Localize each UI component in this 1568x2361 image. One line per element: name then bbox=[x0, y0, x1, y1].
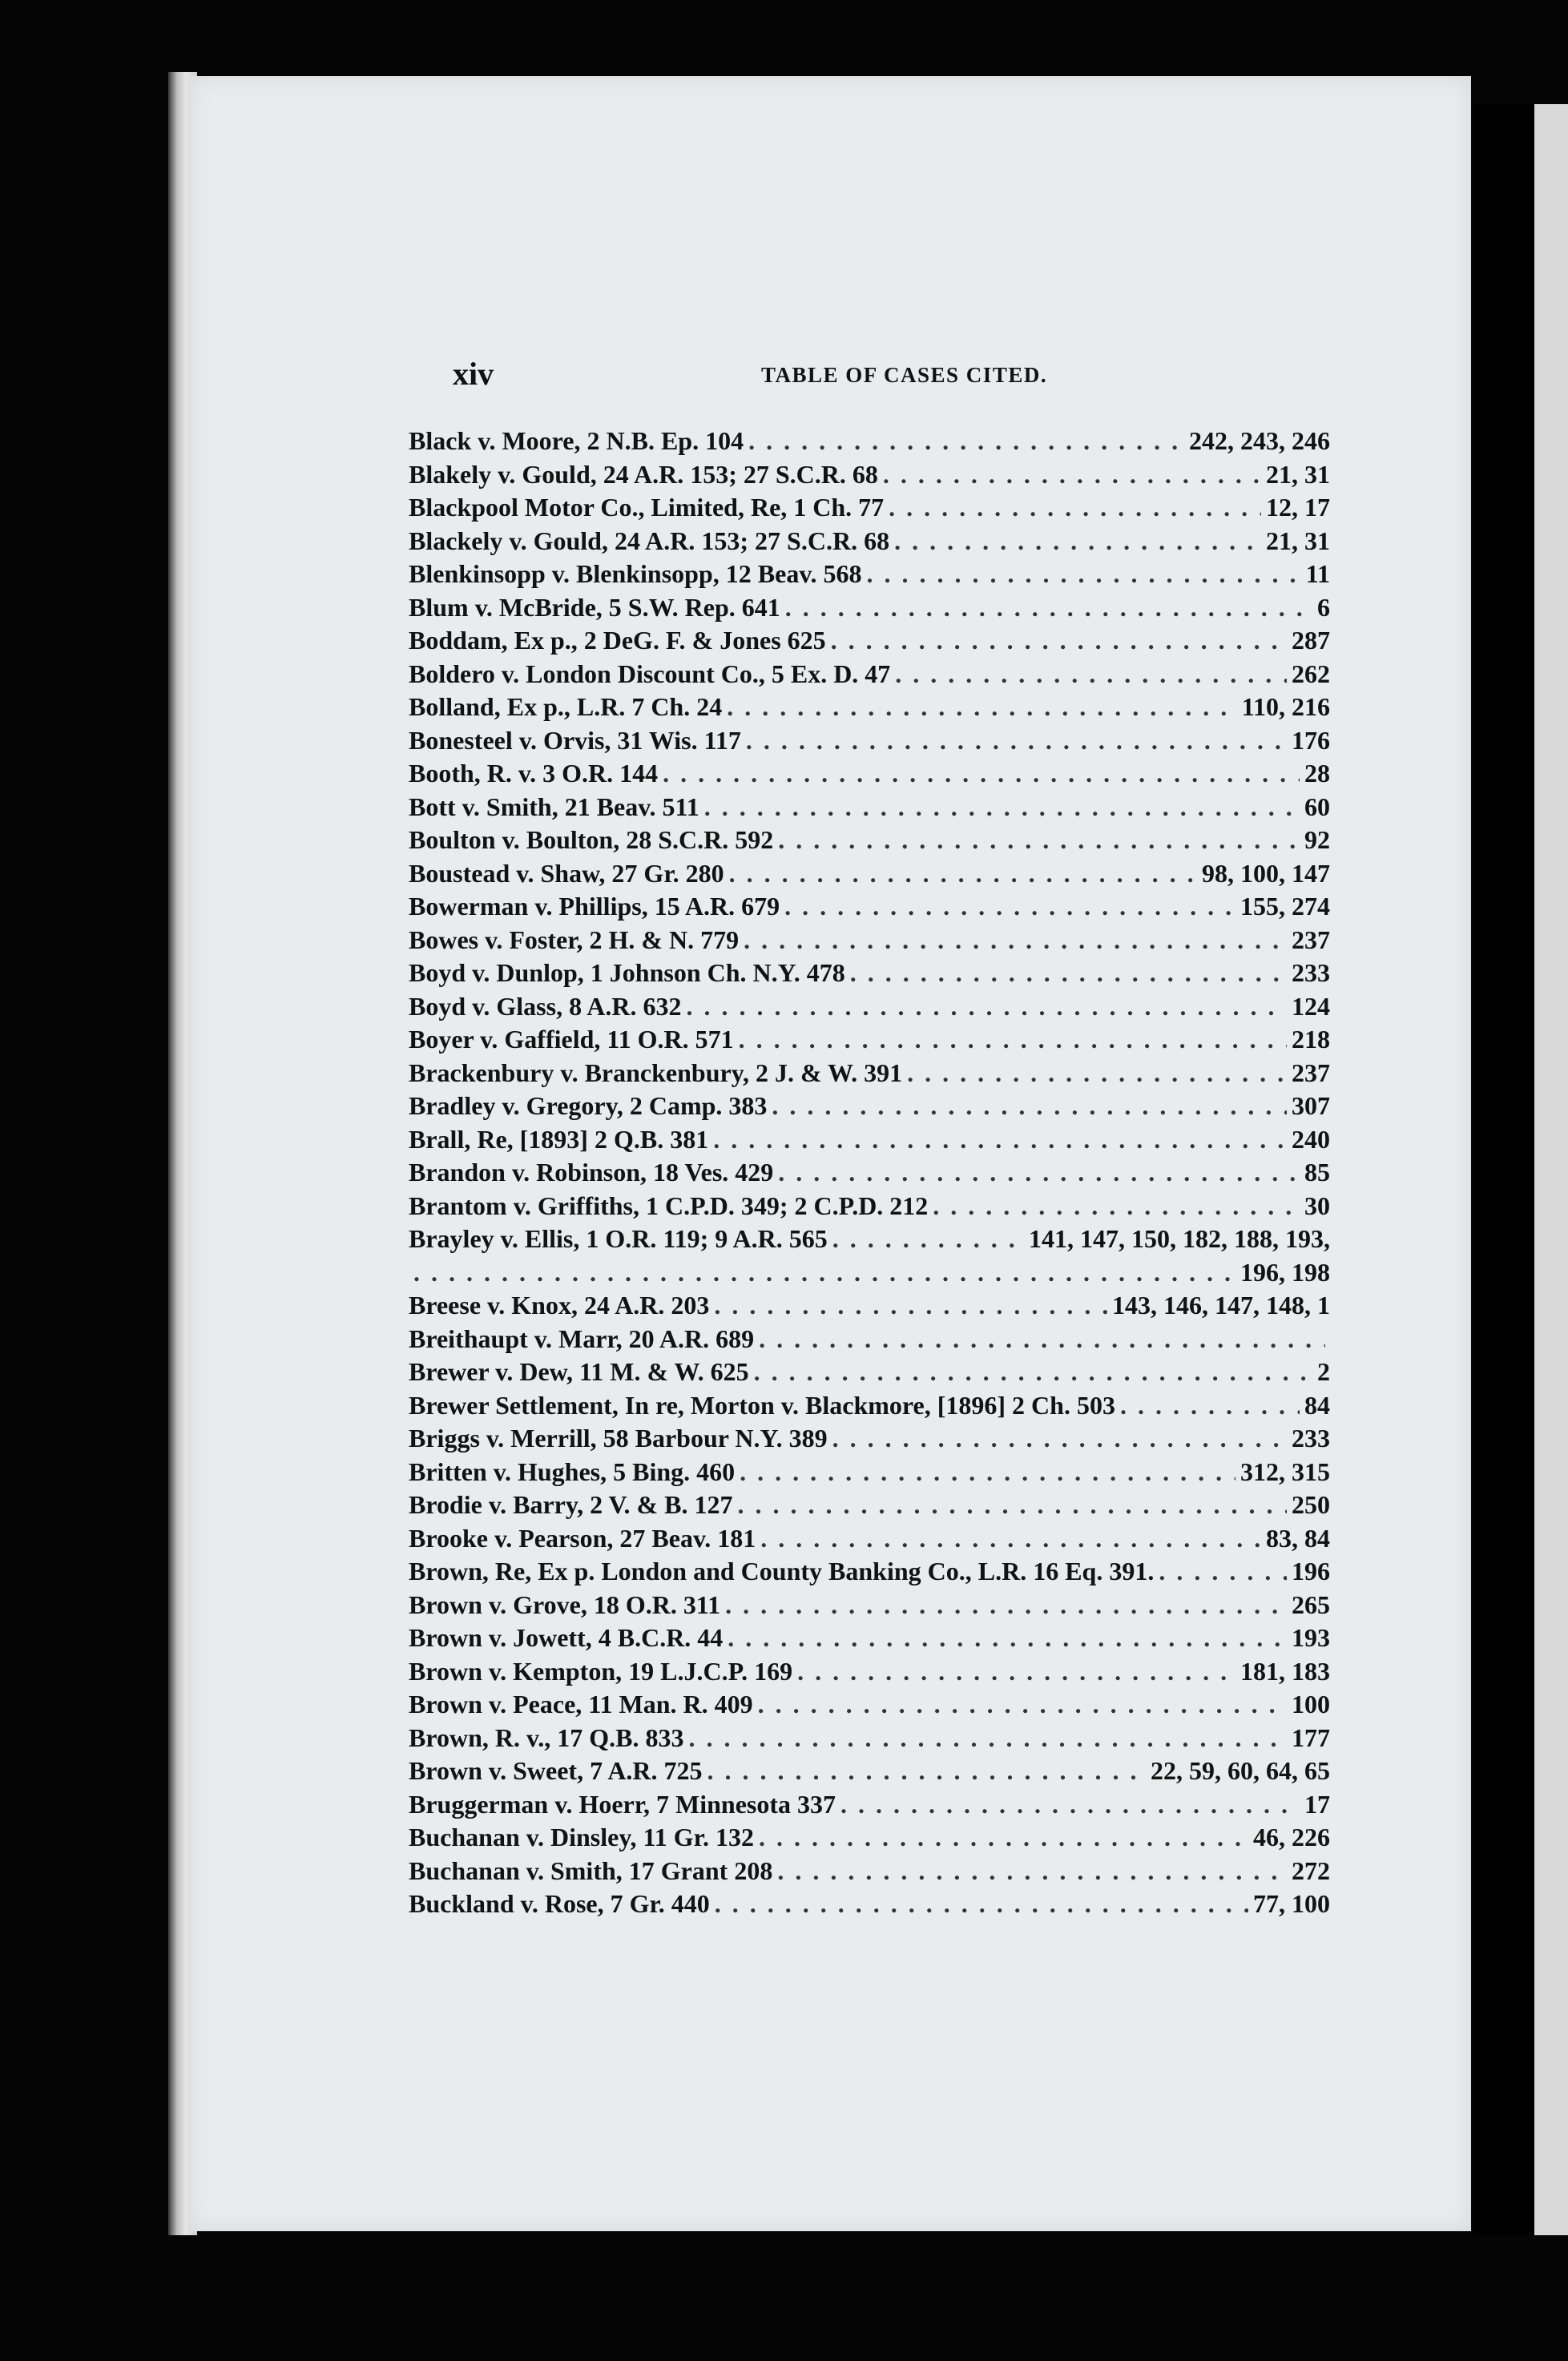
case-entry bbox=[409, 1555, 1330, 1589]
page-references: 21, 31 bbox=[1266, 459, 1330, 489]
case-citation: Britten v. Hughes, 5 Bing. 460 bbox=[409, 1456, 736, 1486]
case-entry bbox=[409, 591, 1330, 625]
case-citation: Bradley v. Gregory, 2 Camp. 383 bbox=[409, 1091, 768, 1120]
case-citation: Boulton v. Boulton, 28 S.C.R. 592 bbox=[409, 825, 774, 854]
dot-leader bbox=[713, 1123, 1287, 1157]
case-entry bbox=[409, 1589, 1330, 1622]
page-references: 98, 100, 147 bbox=[1202, 858, 1330, 888]
case-citation: Bolland, Ex p., L.R. 7 Ch. 24 bbox=[409, 692, 723, 721]
page-references: 218 bbox=[1292, 1025, 1330, 1054]
case-entry bbox=[409, 1323, 1330, 1356]
page-references: 141, 147, 150, 182, 188, 193, bbox=[1029, 1224, 1330, 1253]
dot-leader bbox=[707, 1755, 1146, 1788]
case-citation: Brantom v. Griffiths, 1 C.P.D. 349; 2 C.P.D. 212 bbox=[409, 1191, 929, 1220]
case-citation: Bowerman v. Phillips, 15 A.R. 679 bbox=[409, 892, 780, 921]
case-citation: Breese v. Knox, 24 A.R. 203 bbox=[409, 1291, 710, 1320]
page-references: 85 bbox=[1304, 1158, 1330, 1187]
page-references: 28 bbox=[1304, 759, 1330, 788]
page-references: 21, 31 bbox=[1266, 526, 1330, 555]
dot-leader bbox=[739, 1023, 1287, 1057]
page-references: 46, 226 bbox=[1253, 1823, 1330, 1851]
case-entry bbox=[409, 1888, 1330, 1921]
dot-leader bbox=[746, 724, 1287, 758]
case-citation: Blum v. McBride, 5 S.W. Rep. 641 bbox=[409, 592, 780, 622]
case-entry bbox=[409, 757, 1330, 791]
case-citation: Brown, R. v., 17 Q.B. 833 bbox=[409, 1722, 684, 1752]
dot-leader bbox=[778, 824, 1300, 857]
case-entry bbox=[409, 924, 1330, 957]
page-references: 196 bbox=[1292, 1557, 1330, 1585]
case-entry bbox=[409, 990, 1330, 1024]
dot-leader bbox=[754, 1356, 1312, 1389]
dot-leader bbox=[1120, 1389, 1300, 1423]
page-references: 110, 216 bbox=[1241, 692, 1330, 721]
page-references: 193 bbox=[1292, 1623, 1330, 1652]
page-references: 177 bbox=[1292, 1722, 1330, 1752]
dot-leader bbox=[1159, 1555, 1287, 1589]
page-references: 124 bbox=[1292, 991, 1330, 1021]
case-citation: Boyer v. Gaffield, 11 O.R. 571 bbox=[409, 1025, 734, 1054]
case-entry bbox=[409, 1057, 1330, 1090]
dot-leader bbox=[758, 1688, 1287, 1722]
case-entry bbox=[409, 458, 1330, 492]
case-entry bbox=[409, 1655, 1330, 1689]
page-references: 250 bbox=[1292, 1490, 1330, 1519]
case-entry bbox=[409, 525, 1330, 558]
dot-leader bbox=[933, 1190, 1300, 1223]
adjacent-page-edge bbox=[1534, 104, 1568, 2235]
case-citation: Boddam, Ex p., 2 DeG. F. & Jones 625 bbox=[409, 626, 826, 655]
dot-leader bbox=[784, 890, 1235, 924]
case-entry bbox=[409, 1722, 1330, 1755]
dot-leader bbox=[413, 1256, 1235, 1290]
case-citation: Blackpool Motor Co., Limited, Re, 1 Ch. 77 bbox=[409, 493, 885, 522]
case-citation: Blakely v. Gould, 24 A.R. 153; 27 S.C.R. 68 bbox=[409, 459, 878, 489]
page-references: 307 bbox=[1292, 1091, 1330, 1120]
case-entry bbox=[409, 1489, 1330, 1522]
case-entry bbox=[409, 1821, 1330, 1855]
running-title: TABLE OF CASES CITED. bbox=[761, 363, 1048, 387]
page-references: 92 bbox=[1304, 825, 1330, 854]
case-citation: Brown v. Jowett, 4 B.C.R. 44 bbox=[409, 1623, 724, 1652]
case-citation: Brown, Re, Ex p. London and County Banking Co., L.R. 16 Eq. 391. bbox=[409, 1557, 1155, 1585]
page-references: 237 bbox=[1292, 925, 1330, 954]
dot-leader bbox=[840, 1788, 1300, 1822]
case-entry bbox=[409, 1788, 1330, 1822]
page-references: 17 bbox=[1304, 1789, 1330, 1819]
page-references: 2 bbox=[1317, 1357, 1330, 1386]
page-references: 30 bbox=[1304, 1191, 1330, 1220]
case-entry bbox=[409, 1522, 1330, 1556]
case-citation: Buchanan v. Smith, 17 Grant 208 bbox=[409, 1855, 773, 1885]
case-entry bbox=[409, 658, 1330, 691]
case-entry bbox=[409, 1256, 1330, 1290]
dot-leader bbox=[907, 1057, 1287, 1090]
case-citation: Brandon v. Robinson, 18 Ves. 429 bbox=[409, 1158, 774, 1187]
page-references: 143, 146, 147, 148, 1 bbox=[1112, 1291, 1330, 1320]
dot-leader bbox=[715, 1888, 1248, 1921]
case-entry bbox=[409, 491, 1330, 525]
dot-leader bbox=[760, 1522, 1261, 1556]
dot-leader bbox=[850, 957, 1287, 990]
page-header bbox=[453, 355, 1374, 403]
dot-leader bbox=[737, 1489, 1287, 1522]
dot-leader bbox=[759, 1821, 1248, 1855]
page-references: 233 bbox=[1292, 1424, 1330, 1452]
dot-leader bbox=[687, 990, 1287, 1024]
case-entry bbox=[409, 1156, 1330, 1190]
case-citation: Brall, Re, [1893] 2 Q.B. 381 bbox=[409, 1124, 709, 1154]
case-citation: Bruggerman v. Hoerr, 7 Minnesota 337 bbox=[409, 1789, 836, 1819]
case-citation: Breithaupt v. Marr, 20 A.R. 689 bbox=[409, 1324, 755, 1353]
case-entry bbox=[409, 1023, 1330, 1057]
dot-leader bbox=[727, 691, 1237, 724]
case-entry bbox=[409, 558, 1330, 591]
page-references: 176 bbox=[1292, 725, 1330, 755]
dot-leader bbox=[759, 1323, 1325, 1356]
page-references: 6 bbox=[1317, 592, 1330, 622]
dot-leader bbox=[778, 1156, 1300, 1190]
case-entry bbox=[409, 1456, 1330, 1489]
dot-leader bbox=[831, 624, 1287, 658]
dot-leader bbox=[832, 1422, 1287, 1456]
dot-leader bbox=[729, 857, 1197, 891]
case-citation: Brooke v. Pearson, 27 Beav. 181 bbox=[409, 1523, 756, 1553]
case-citation: Boyd v. Dunlop, 1 Johnson Ch. N.Y. 478 bbox=[409, 958, 845, 987]
page-references: 312, 315 bbox=[1240, 1456, 1330, 1486]
case-citation: Boyd v. Glass, 8 A.R. 632 bbox=[409, 991, 682, 1021]
page-references: 83, 84 bbox=[1266, 1523, 1330, 1553]
page-references: 181, 183 bbox=[1240, 1656, 1330, 1686]
case-citation: Brayley v. Ellis, 1 O.R. 119; 9 A.R. 565 bbox=[409, 1224, 828, 1253]
dot-leader bbox=[748, 425, 1184, 458]
case-entry bbox=[409, 724, 1330, 758]
page-references: 155, 274 bbox=[1240, 892, 1330, 921]
page-references: 265 bbox=[1292, 1589, 1330, 1619]
case-entry bbox=[409, 824, 1330, 857]
case-entry bbox=[409, 1755, 1330, 1788]
dot-leader bbox=[772, 1090, 1287, 1123]
page-references: 287 bbox=[1292, 626, 1330, 655]
table-of-cases bbox=[409, 425, 1330, 1921]
case-citation: Brown v. Grove, 18 O.R. 311 bbox=[409, 1589, 721, 1619]
page-references: 11 bbox=[1305, 559, 1330, 588]
case-citation: Brewer Settlement, In re, Morton v. Blackmore, [1896] 2 Ch. 503 bbox=[409, 1390, 1115, 1420]
page-references: 272 bbox=[1292, 1855, 1330, 1885]
case-citation: Bonesteel v. Orvis, 31 Wis. 117 bbox=[409, 725, 741, 755]
page-references: 100 bbox=[1292, 1690, 1330, 1718]
page-references: 240 bbox=[1292, 1124, 1330, 1154]
dot-leader bbox=[895, 658, 1287, 691]
page-references: 233 bbox=[1292, 958, 1330, 987]
case-citation: Brown v. Sweet, 7 A.R. 725 bbox=[409, 1756, 703, 1785]
dot-leader bbox=[740, 1456, 1235, 1489]
case-entry bbox=[409, 890, 1330, 924]
dot-leader bbox=[744, 924, 1287, 957]
dot-leader bbox=[663, 757, 1300, 791]
case-citation: Boustead v. Shaw, 27 Gr. 280 bbox=[409, 858, 724, 888]
dot-leader bbox=[777, 1855, 1287, 1888]
case-entry bbox=[409, 624, 1330, 658]
case-entry bbox=[409, 1223, 1330, 1256]
case-entry bbox=[409, 1123, 1330, 1157]
case-citation: Briggs v. Merrill, 58 Barbour N.Y. 389 bbox=[409, 1424, 828, 1452]
case-entry bbox=[409, 957, 1330, 990]
case-citation: Brackenbury v. Branckenbury, 2 J. & W. 391 bbox=[409, 1058, 903, 1087]
page-references: 22, 59, 60, 64, 65 bbox=[1151, 1756, 1330, 1785]
page-references: 12, 17 bbox=[1266, 493, 1330, 522]
dot-leader bbox=[728, 1622, 1287, 1655]
case-citation: Bowes v. Foster, 2 H. & N. 779 bbox=[409, 925, 740, 954]
case-entry bbox=[409, 1688, 1330, 1722]
case-entry bbox=[409, 791, 1330, 824]
dot-leader bbox=[889, 491, 1261, 525]
dot-leader bbox=[894, 525, 1261, 558]
dot-leader bbox=[714, 1289, 1107, 1323]
case-citation: Bott v. Smith, 21 Beav. 511 bbox=[409, 792, 699, 821]
case-entry bbox=[409, 1090, 1330, 1123]
dot-leader bbox=[867, 558, 1301, 591]
case-citation: Brodie v. Barry, 2 V. & B. 127 bbox=[409, 1490, 733, 1519]
case-entry bbox=[409, 1622, 1330, 1655]
case-entry bbox=[409, 1190, 1330, 1223]
case-citation: Brown v. Peace, 11 Man. R. 409 bbox=[409, 1690, 753, 1718]
dot-leader bbox=[883, 458, 1261, 492]
dot-leader bbox=[688, 1722, 1287, 1755]
page-references: 77, 100 bbox=[1253, 1889, 1330, 1918]
page-references: 242, 243, 246 bbox=[1189, 426, 1330, 455]
case-citation: Brown v. Kempton, 19 L.J.C.P. 169 bbox=[409, 1656, 793, 1686]
page-references: 262 bbox=[1292, 659, 1330, 688]
case-entry bbox=[409, 1389, 1330, 1423]
case-citation: Buchanan v. Dinsley, 11 Gr. 132 bbox=[409, 1823, 754, 1851]
dot-leader bbox=[725, 1589, 1287, 1622]
page-number: xiv bbox=[453, 356, 494, 392]
case-entry bbox=[409, 1422, 1330, 1456]
case-citation: Buckland v. Rose, 7 Gr. 440 bbox=[409, 1889, 710, 1918]
case-entry bbox=[409, 1289, 1330, 1323]
case-citation: Blenkinsopp v. Blenkinsopp, 12 Beav. 568 bbox=[409, 559, 862, 588]
dot-leader bbox=[832, 1223, 1024, 1256]
case-entry bbox=[409, 691, 1330, 724]
case-citation: Brewer v. Dew, 11 M. & W. 625 bbox=[409, 1357, 749, 1386]
dot-leader bbox=[785, 591, 1312, 625]
case-entry bbox=[409, 1356, 1330, 1389]
case-citation: Blackely v. Gould, 24 A.R. 153; 27 S.C.R. 68 bbox=[409, 526, 890, 555]
page-references: 196, 198 bbox=[1240, 1257, 1330, 1287]
dot-leader bbox=[704, 791, 1300, 824]
case-entry bbox=[409, 857, 1330, 891]
case-entry bbox=[409, 1855, 1330, 1888]
case-citation: Booth, R. v. 3 O.R. 144 bbox=[409, 759, 659, 788]
page-references: 237 bbox=[1292, 1058, 1330, 1087]
case-citation: Black v. Moore, 2 N.B. Ep. 104 bbox=[409, 426, 744, 455]
case-citation: Boldero v. London Discount Co., 5 Ex. D. 47 bbox=[409, 659, 891, 688]
page-references: 84 bbox=[1304, 1390, 1330, 1420]
dot-leader bbox=[797, 1655, 1235, 1689]
page-references: 60 bbox=[1304, 792, 1330, 821]
case-entry bbox=[409, 425, 1330, 458]
